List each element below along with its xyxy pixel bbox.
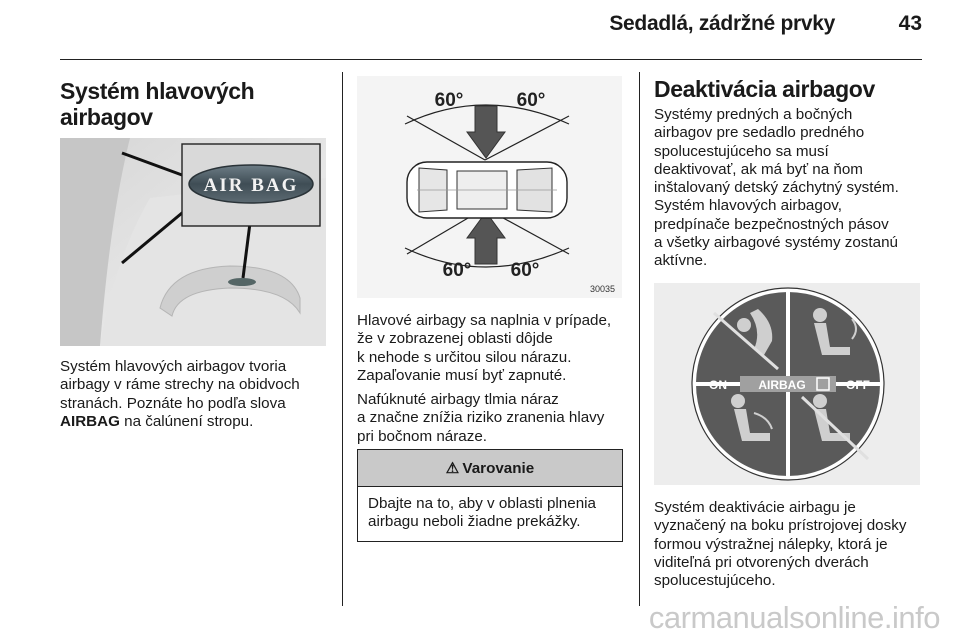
angle-label-top-right: 60° [516,90,546,111]
warning-text: Dbajte na to, aby v oblasti plnenia airbagu neboli žiadne prekážky. [368,495,596,531]
column-divider-1 [342,72,343,606]
head-airbag-description: Systém hlavových airbagov tvoria airbagy v ráme strechy na obidvoch stranách. Poznáte ho podľa slova AIRBAG na čalúnení stropu. [60,358,300,430]
header-rule [60,59,922,60]
roof-airbag-illustration [60,138,326,346]
airbag-badge-label: AIR BAG [203,175,299,196]
warning-triangle-icon: ⚠ [445,460,460,477]
col2-paragraphs [357,312,625,446]
heading-airbag-deactivation: Deaktivácia airbagov [654,76,875,102]
column-1 [60,78,330,130]
warning-header [358,450,622,487]
warning-title: Varovanie [462,459,535,477]
col3-paragraph-2 [654,499,926,590]
impact-zone-diagram [357,76,622,298]
column-3 [654,76,926,271]
page-number: 43 [898,12,922,35]
heading-head-airbags: Systém hlavových airbagov [60,78,255,130]
deactivation-text: Systémy predných a bočných airbagov pre sedadlo predného spolucestujúceho sa musí deaktivovať, ak má byť na ňom inštalovaný detský záchytný systém. Systém hlavových airbagov, predpínače bezpečnostných pásov a všetky airbagové systémy zostanú aktívne. [654,106,899,270]
impact-zone-figure [357,76,622,298]
airbag-off-sticker [654,283,920,485]
angle-label-top-left: 60° [434,90,464,111]
warning-box [357,449,623,542]
sticker-airbag-label: AIRBAG [758,378,806,392]
figure-code: 30035 [589,284,615,294]
column-divider-2 [639,72,640,606]
sticker-off-label: OFF [846,378,870,392]
section-title: Sedadlá, zádržné prvky [609,12,835,35]
inflation-condition-text: Hlavové airbagy sa naplnia v prípade, že v zobrazenej oblasti dôjde k nehode s určitou silou nárazu. Zapaľovanie musí byť zapnuté. [357,312,612,384]
watermark: carmanualsonline.info [648,600,940,635]
roof-airbag-figure [60,138,326,346]
sticker-on-label: ON [709,378,727,392]
col1-paragraph [60,358,330,431]
angle-label-bottom-right: 60° [510,260,540,281]
sticker-location-text: Systém deaktivácie airbagu je vyznačený na boku prístrojovej dosky formou výstražnej nálepky, ktorá je viditeľná pri otvorených dverách spolucestujúceho. [654,499,907,590]
airbag-sticker-figure [654,283,920,485]
airbag-keyword: AIRBAG [60,412,120,430]
injury-reduction-text: Nafúknuté airbagy tlmia náraz a značne znížia riziko zranenia hlavy pri bočnom náraze. [357,391,605,445]
angle-label-bottom-left: 60° [442,260,472,281]
